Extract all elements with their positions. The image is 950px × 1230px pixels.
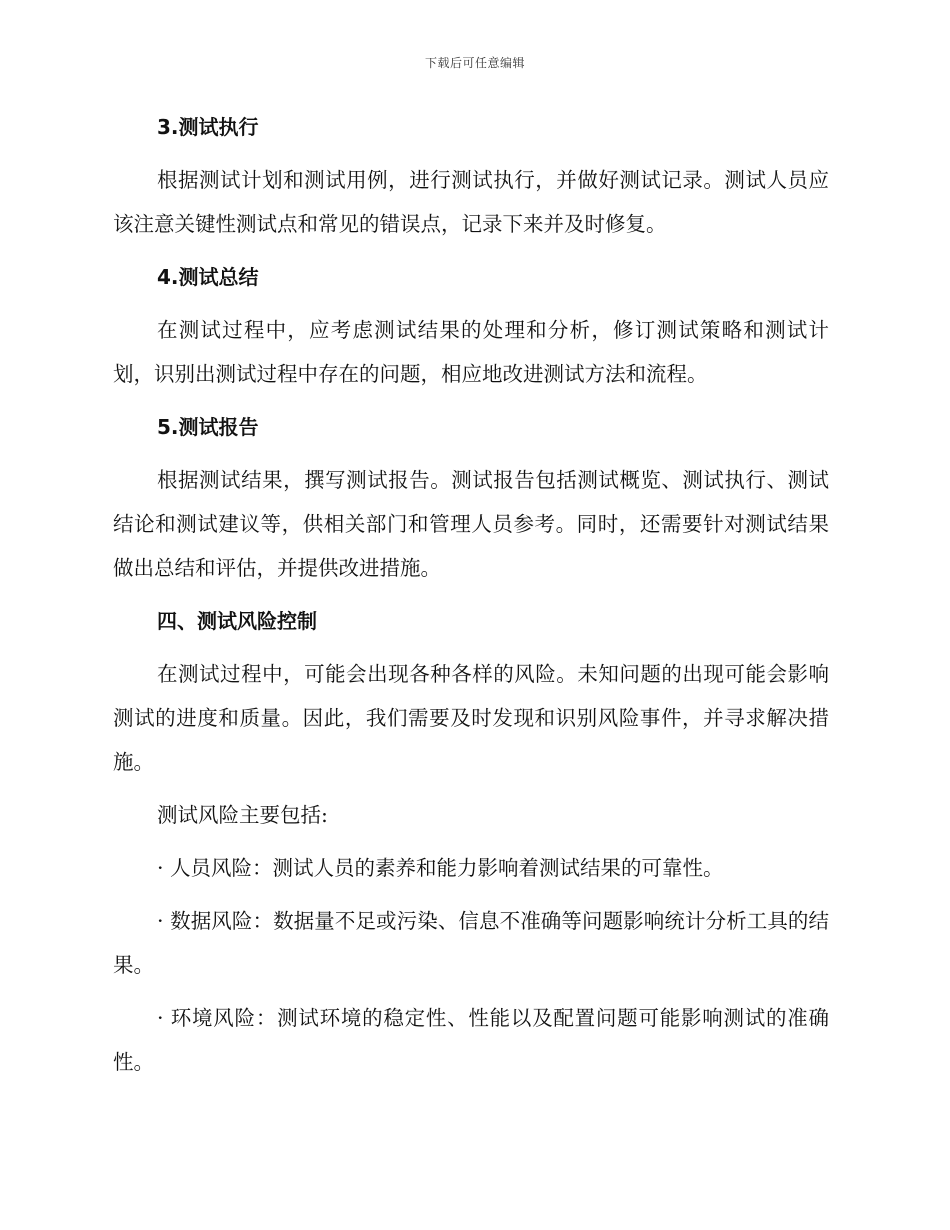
paragraph-test-summary: 在测试过程中，应考虑测试结果的处理和分析，修订测试策略和测试计划，识别出测试过程中存在的问题，相应地改进测试方法和流程。 [113, 318, 829, 386]
section-heading-test-execution: 3.测试执行 [157, 115, 259, 139]
paragraph-risk-intro: 在测试过程中，可能会出现各种各样的风险。未知问题的出现可能会影响测试的进度和质量。因此，我们需要及时发现和识别风险事件，并寻求解决措施。 [113, 662, 829, 774]
paragraph-risk-list-intro: 测试风险主要包括: [157, 803, 328, 827]
list-item-data-risk: · 数据风险：数据量不足或污染、信息不准确等问题影响统计分析工具的结果。 [113, 909, 829, 977]
list-item-environment-risk: · 环境风险：测试环境的稳定性、性能以及配置问题可能影响测试的准确性。 [113, 1006, 829, 1074]
paragraph-test-execution: 根据测试计划和测试用例，进行测试执行，并做好测试记录。测试人员应该注意关键性测试点和常见的错误点，记录下来并及时修复。 [113, 168, 829, 236]
list-item-personnel-risk: · 人员风险：测试人员的素养和能力影响着测试结果的可靠性。 [157, 856, 724, 880]
section-heading-test-report: 5.测试报告 [157, 415, 259, 439]
section-heading-test-summary: 4.测试总结 [157, 265, 259, 289]
section-heading-risk-control: 四、测试风险控制 [157, 609, 317, 633]
paragraph-test-report: 根据测试结果，撰写测试报告。测试报告包括测试概览、测试执行、测试结论和测试建议等，供相关部门和管理人员参考。同时，还需要针对测试结果做出总结和评估，并提供改进措施。 [113, 468, 829, 580]
document-body [113, 105, 829, 1084]
page-header: 下载后可任意编辑 [424, 56, 525, 70]
